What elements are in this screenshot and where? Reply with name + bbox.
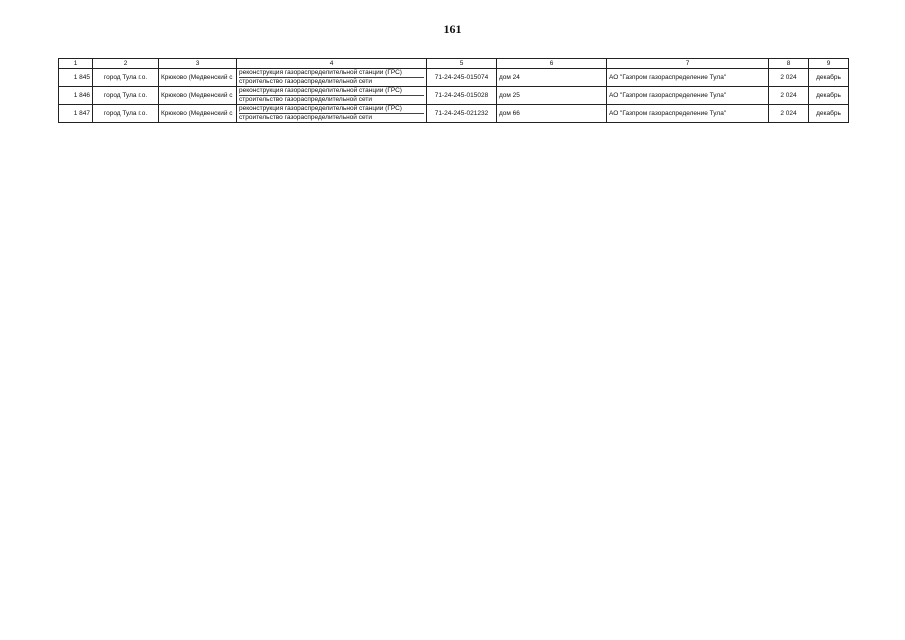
row-number: 1 845 [59, 69, 93, 87]
table-row [59, 87, 849, 105]
address-cell: дом 25 [497, 87, 607, 105]
work-line: строительство газораспределительной сети [239, 96, 372, 103]
column-header: 9 [809, 59, 849, 69]
column-header: 6 [497, 59, 607, 69]
place-cell: Крюково (Медвенский с [159, 69, 237, 87]
code-cell: 71-24-245-015028 [427, 87, 497, 105]
work-cell [237, 87, 427, 105]
code-cell: 71-24-245-015074 [427, 69, 497, 87]
data-table [58, 58, 849, 123]
organization-cell: АО "Газпром газораспределение Тула" [607, 69, 769, 87]
year-cell: 2 024 [769, 105, 809, 123]
work-line: реконструкция газораспределительной станции (ГРС) [239, 87, 424, 96]
city-cell: город Тула г.о. [93, 87, 159, 105]
work-line: реконструкция газораспределительной станции (ГРС) [239, 105, 424, 114]
work-cell [237, 69, 427, 87]
place-cell: Крюково (Медвенский с [159, 105, 237, 123]
column-header: 8 [769, 59, 809, 69]
place-cell: Крюково (Медвенский с [159, 87, 237, 105]
work-line: реконструкция газораспределительной станции (ГРС) [239, 69, 424, 78]
table-row [59, 69, 849, 87]
column-header: 2 [93, 59, 159, 69]
address-cell: дом 24 [497, 69, 607, 87]
organization-cell: АО "Газпром газораспределение Тула" [607, 87, 769, 105]
month-cell: декабрь [809, 87, 849, 105]
column-header: 7 [607, 59, 769, 69]
code-cell: 71-24-245-021232 [427, 105, 497, 123]
work-cell [237, 105, 427, 123]
work-line: строительство газораспределительной сети [239, 78, 372, 85]
column-header: 4 [237, 59, 427, 69]
year-cell: 2 024 [769, 87, 809, 105]
column-header: 3 [159, 59, 237, 69]
header-row [59, 59, 849, 69]
row-number: 1 847 [59, 105, 93, 123]
page-number: 161 [443, 22, 462, 36]
year-cell: 2 024 [769, 69, 809, 87]
column-header: 5 [427, 59, 497, 69]
city-cell: город Тула г.о. [93, 105, 159, 123]
organization-cell: АО "Газпром газораспределение Тула" [607, 105, 769, 123]
table-row [59, 105, 849, 123]
column-header: 1 [59, 59, 93, 69]
month-cell: декабрь [809, 105, 849, 123]
address-cell: дом 66 [497, 105, 607, 123]
row-number: 1 846 [59, 87, 93, 105]
work-line: строительство газораспределительной сети [239, 114, 372, 121]
city-cell: город Тула г.о. [93, 69, 159, 87]
month-cell: декабрь [809, 69, 849, 87]
